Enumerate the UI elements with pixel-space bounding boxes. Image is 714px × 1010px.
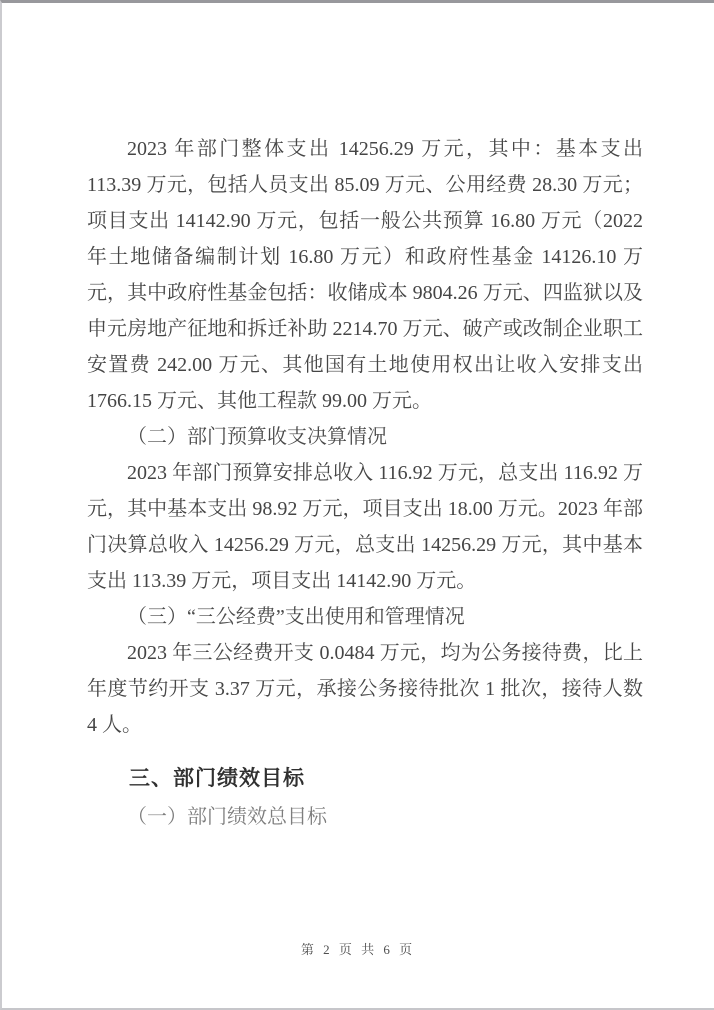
subheading-overall-performance-goal: （一）部门绩效总目标	[127, 806, 327, 828]
section-heading-performance-goals: 三、部门绩效目标	[129, 767, 305, 790]
page-footer: 第 2 页 共 6 页	[300, 942, 416, 957]
paragraph-three-public-expenses: 2023 年三公经费开支 0.0484 万元，均为公务接待费，比上年度节约开支 3.37 万元，承接公务接待批次 1 批次，接待人数 4 人。	[87, 642, 643, 736]
paragraph-overall-expenditure: 2023 年部门整体支出 14256.29 万元，其中：基本支出 113.39 万元，包括人员支出 85.09 万元、公用经费 28.30 万元；项目支出 14142.90 万元，包括一般公共预算 16.80 万元（2022 年土地储备编制计划 16.80 万元）和政府性基金 14126.10 万元，其中政府性基金包括：收储成本 9804.26 万元、四监狱以及申元房地产征地和拆迁补助 2214.70 万元、破产或改制企业职工安置费 242.00 万元、其他国有土地使用权出让收入安排支出 1766.15 万元、其他工程款 99.00 万元。	[87, 138, 643, 412]
paragraph-budget-final-accounts: 2023 年部门预算安排总收入 116.92 万元，总支出 116.92 万元，其中基本支出 98.92 万元，项目支出 18.00 万元。2023 年部门决算总收入 14256.29 万元，总支出 14256.29 万元，其中基本支出 113.39 万元，项目支出 14142.90 万元。	[87, 462, 643, 592]
subheading-budget-final-accounts: （二）部门预算收支决算情况	[127, 426, 387, 448]
subheading-three-public-expenses: （三）“三公经费”支出使用和管理情况	[127, 606, 465, 628]
document-body	[87, 3, 643, 835]
